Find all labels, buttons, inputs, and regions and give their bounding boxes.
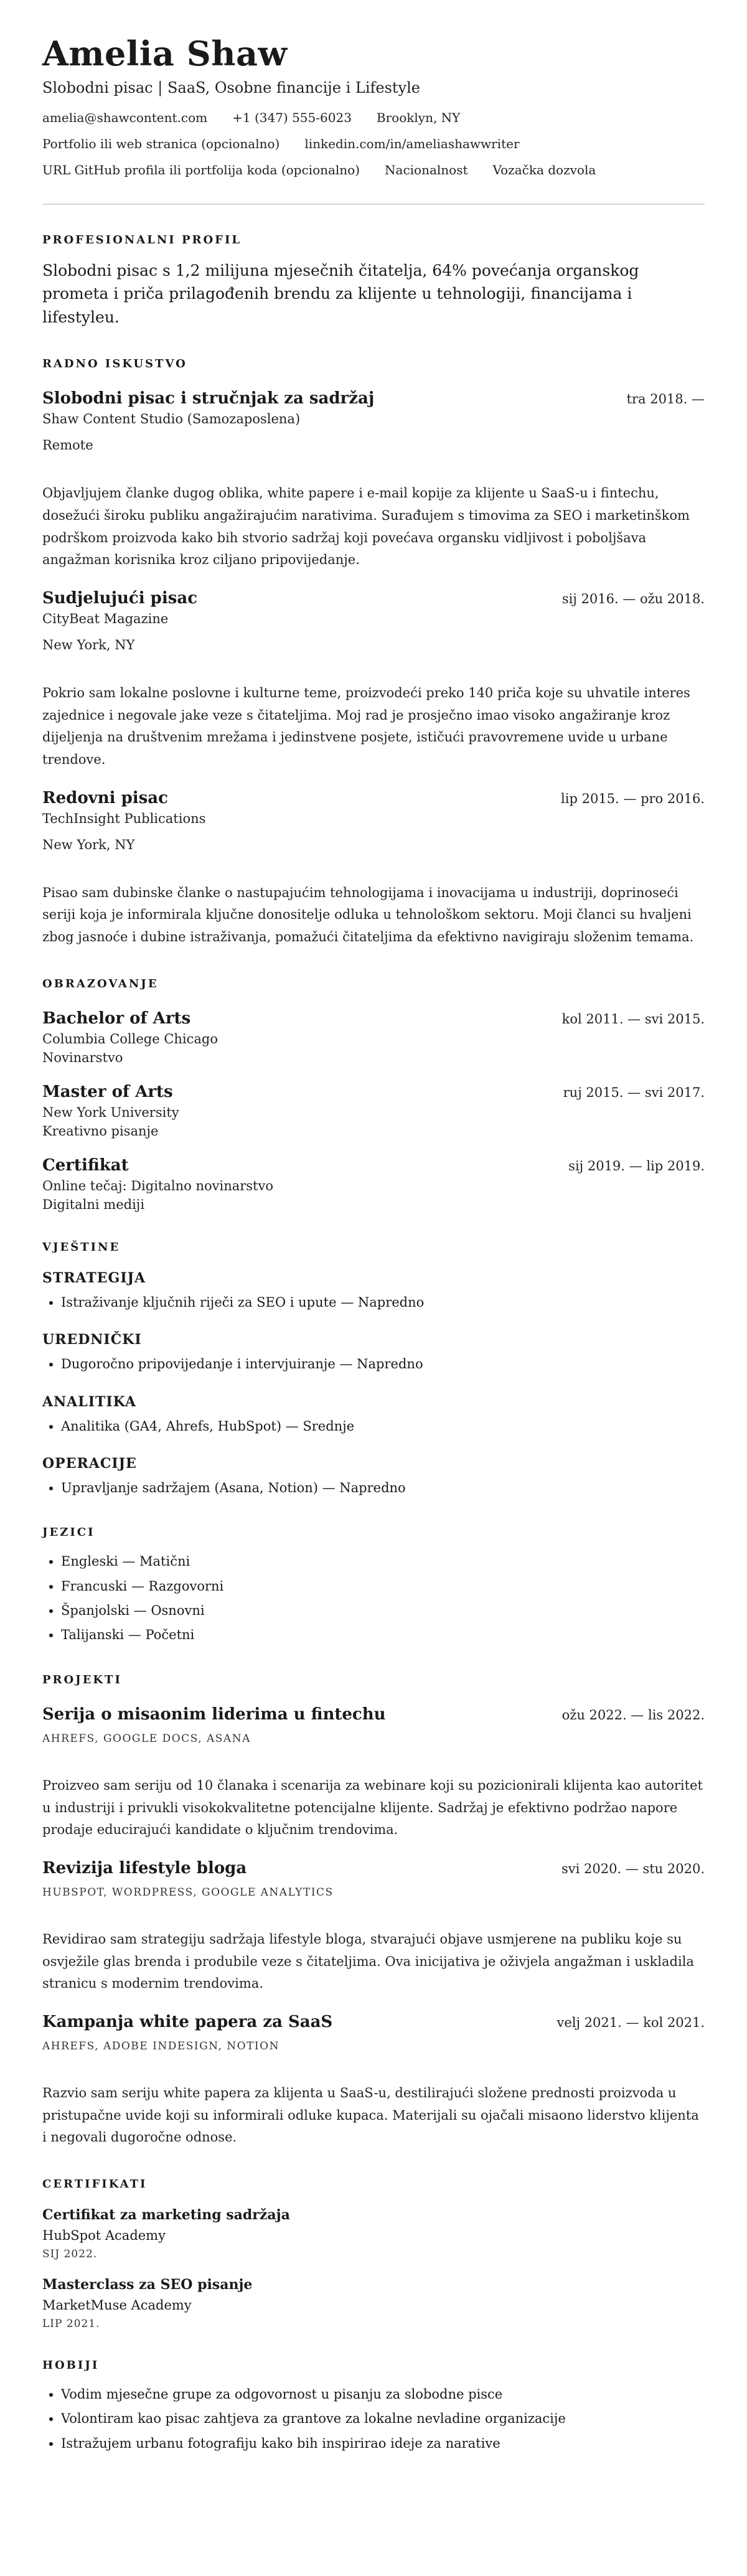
section-title-languages: JEZICI <box>42 1526 95 1539</box>
nationality: Nacionalnost <box>385 162 468 177</box>
certificate-entry <box>42 2277 705 2330</box>
job-location: Remote <box>42 438 93 453</box>
language-item: • Engleski — Matični <box>61 1553 705 1571</box>
school: Columbia College Chicago <box>42 1031 218 1046</box>
experience-entry <box>42 389 705 571</box>
drivers-license: Vozačka dozvola <box>492 162 596 177</box>
job-description: Pokrio sam lokalne poslovne i kulturne teme, proizvodeći preko 140 priča koje su uhvatile interes zajednice i negovale jake veze s čitateljima. Moj rad je prosječno imao visoko angažiranje kroz dijeljenja na društvenim mrežama i jedinstvene posjete, ističući pravovremene uvide u urbane trendove. <box>42 685 690 767</box>
header-divider <box>42 204 705 205</box>
section-title-education: OBRAZOVANJE <box>42 977 159 990</box>
education-date: kol 2011. — svi 2015. <box>561 1011 705 1027</box>
hobby-list <box>42 2386 705 2453</box>
project-tech: HUBSPOT, WORDPRESS, GOOGLE ANALYTICS <box>42 1886 334 1899</box>
skill-category: ANALITIKA <box>42 1393 136 1410</box>
certificate-date: SIJ 2022. <box>42 2248 98 2261</box>
contact-row-1 <box>42 110 705 125</box>
language-item: • Francuski — Razgovorni <box>61 1577 705 1596</box>
degree: Master of Arts <box>42 1082 173 1101</box>
project-description: Revidirao sam strategiju sadržaja lifestyle bloga, stvarajući objave usmjerene na publiku koje su osvježile glas brenda i produbile veze s čitateljima. Ova inicijativa je oživjela angažman i uskladila stranicu s modernim trendovima. <box>42 1931 694 1991</box>
project-name: Serija o misaonim liderima u fintechu <box>42 1704 386 1724</box>
education-entry <box>42 1083 705 1139</box>
language-item: • Talijanski — Početni <box>61 1626 705 1644</box>
language-list <box>42 1553 705 1645</box>
project-entry <box>42 1859 705 1995</box>
job-date: sij 2016. — ožu 2018. <box>561 591 705 606</box>
project-date: velj 2021. — kol 2021. <box>557 2015 705 2030</box>
profile-summary: Slobodni pisac s 1,2 milijuna mjesečnih čitatelja, 64% povećanja organskog prometa i priča prilagođenih brendu za klijente u tehnologiji, financijama i lifestyleu. <box>42 261 639 326</box>
skill-category: UREDNIČKI <box>42 1332 142 1348</box>
skill-item: • Analitika (GA4, Ahrefs, HubSpot) — Srednje <box>61 1417 705 1436</box>
job-date: tra 2018. — <box>626 392 705 407</box>
education-date: sij 2019. — lip 2019. <box>568 1158 705 1173</box>
project-date: svi 2020. — stu 2020. <box>561 1861 705 1876</box>
project-tech: AHREFS, ADOBE INDESIGN, NOTION <box>42 2040 280 2052</box>
project-name: Kampanja white papera za SaaS <box>42 2013 333 2031</box>
job-location: New York, NY <box>42 837 135 852</box>
skill-category: STRATEGIJA <box>42 1269 146 1286</box>
school: Online tečaj: Digitalno novinarstvo <box>42 1178 273 1193</box>
language-item: • Španjolski — Osnovni <box>61 1602 705 1620</box>
section-title-profile: PROFESIONALNI PROFIL <box>42 233 242 247</box>
job-date: lip 2015. — pro 2016. <box>561 791 705 806</box>
section-title-projects: PROJEKTI <box>42 1673 122 1686</box>
section-title-skills: VJEŠTINE <box>42 1240 121 1254</box>
degree: Bachelor of Arts <box>42 1008 191 1028</box>
company: CityBeat Magazine <box>42 611 169 626</box>
section-title-hobbies: HOBIJI <box>42 2359 100 2372</box>
skill-list <box>42 1355 705 1373</box>
field-of-study: Digitalni mediji <box>42 1196 145 1212</box>
contact-row-2 <box>42 136 705 151</box>
skill-list <box>42 1294 705 1312</box>
location: Brooklyn, NY <box>376 110 461 125</box>
experience-entry <box>42 789 705 949</box>
project-date: ožu 2022. — lis 2022. <box>561 1707 705 1723</box>
school: New York University <box>42 1104 179 1120</box>
certificate-name: Masterclass za SEO pisanje <box>42 2277 253 2293</box>
experience-entry <box>42 589 705 771</box>
project-tech: AHREFS, GOOGLE DOCS, ASANA <box>42 1732 251 1745</box>
phone[interactable]: +1 (347) 555-6023 <box>232 110 352 125</box>
education-date: ruj 2015. — svi 2017. <box>563 1084 705 1100</box>
job-title: Redovni pisac <box>42 788 168 807</box>
project-entry <box>42 1705 705 1841</box>
section-title-certificates: CERTIFIKATI <box>42 2178 148 2191</box>
certificate-issuer: HubSpot Academy <box>42 2228 166 2244</box>
github-link[interactable]: URL GitHub profila ili portfolija koda (opcionalno) <box>42 162 360 177</box>
skill-item: • Istraživanje ključnih riječi za SEO i upute — Napredno <box>61 1294 705 1312</box>
skill-item: • Dugoročno pripovijedanje i intervjuiranje — Napredno <box>61 1355 705 1373</box>
project-entry <box>42 2013 705 2149</box>
skill-list <box>42 1417 705 1436</box>
certificate-date: LIP 2021. <box>42 2318 100 2331</box>
certificate-entry <box>42 2207 705 2260</box>
section-title-experience: RADNO ISKUSTVO <box>42 357 187 371</box>
email[interactable]: amelia@shawcontent.com <box>42 110 208 125</box>
hobby-item: • Vodim mjesečne grupe za odgovornost u pisanju za slobodne pisce <box>61 2386 705 2404</box>
skill-category: OPERACIJE <box>42 1455 137 1472</box>
contact-row-3 <box>42 162 705 177</box>
project-description: Proizveo sam seriju od 10 članaka i scenarija za webinare koji su pozicionirali klijenta kao autoritet u industriji i privukli visokokvalitetne potencijalne klijente. Sadržaj je efektivno podržao napore prodaje educirajući kandidate o ključnim trendovima. <box>42 1777 703 1838</box>
candidate-name: Amelia Shaw <box>42 34 288 73</box>
job-title: Sudjelujući pisac <box>42 588 198 608</box>
job-title: Slobodni pisac i stručnjak za sadržaj <box>42 389 375 408</box>
job-location: New York, NY <box>42 637 135 652</box>
hobby-item: • Volontiram kao pisac zahtjeva za grantove za lokalne nevladine organizacije <box>61 2410 705 2428</box>
job-description: Objavljujem članke dugog oblika, white papere i e-mail kopije za klijente u SaaS-u i fintechu, dosežući široku publiku angažirajućim narativima. Surađujem s timovima za SEO i marketinškom podrškom proizvoda kako bih stvorio sadržaj koji povećava organsku vidljivost i poboljšava angažman korisnika kroz ciljano pripovijedanje. <box>42 486 690 568</box>
project-name: Revizija lifestyle bloga <box>42 1858 247 1878</box>
company: Shaw Content Studio (Samozaposlena) <box>42 411 301 427</box>
certificate-name: Certifikat za marketing sadržaja <box>42 2207 290 2224</box>
skill-list <box>42 1479 705 1497</box>
headline: Slobodni pisac | SaaS, Osobne financije i Lifestyle <box>42 78 420 96</box>
job-description: Pisao sam dubinske članke o nastupajućim tehnologijama i inovacijama u industriji, doprinoseći seriji koja je informirala ključne donositelje odluka u tehnološkom sektoru. Moji članci su hvaljeni zbog jasnoće i dubine istraživanja, pomažući čitateljima da efektivno navigiraju složenim temama. <box>42 885 694 945</box>
skill-item: • Upravljanje sadržajem (Asana, Notion) — Napredno <box>61 1479 705 1497</box>
field-of-study: Novinarstvo <box>42 1050 123 1065</box>
degree: Certifikat <box>42 1155 129 1175</box>
linkedin-link[interactable]: linkedin.com/in/ameliashawwriter <box>304 136 520 151</box>
portfolio-link[interactable]: Portfolio ili web stranica (opcionalno) <box>42 136 280 151</box>
education-entry <box>42 1156 705 1212</box>
education-entry <box>42 1009 705 1065</box>
company: TechInsight Publications <box>42 811 206 826</box>
hobby-item: • Istražujem urbanu fotografiju kako bih inspirirao ideje za narative <box>61 2435 705 2453</box>
field-of-study: Kreativno pisanje <box>42 1123 159 1139</box>
certificate-issuer: MarketMuse Academy <box>42 2298 192 2313</box>
project-description: Razvio sam seriju white papera za klijenta u SaaS-u, destilirajući složene prednosti proizvoda u pristupačne uvide koji su informirali odluke kupaca. Materijali su ojačali misaono liderstvo klijenta i negovali dugoročne odnose. <box>42 2085 699 2145</box>
